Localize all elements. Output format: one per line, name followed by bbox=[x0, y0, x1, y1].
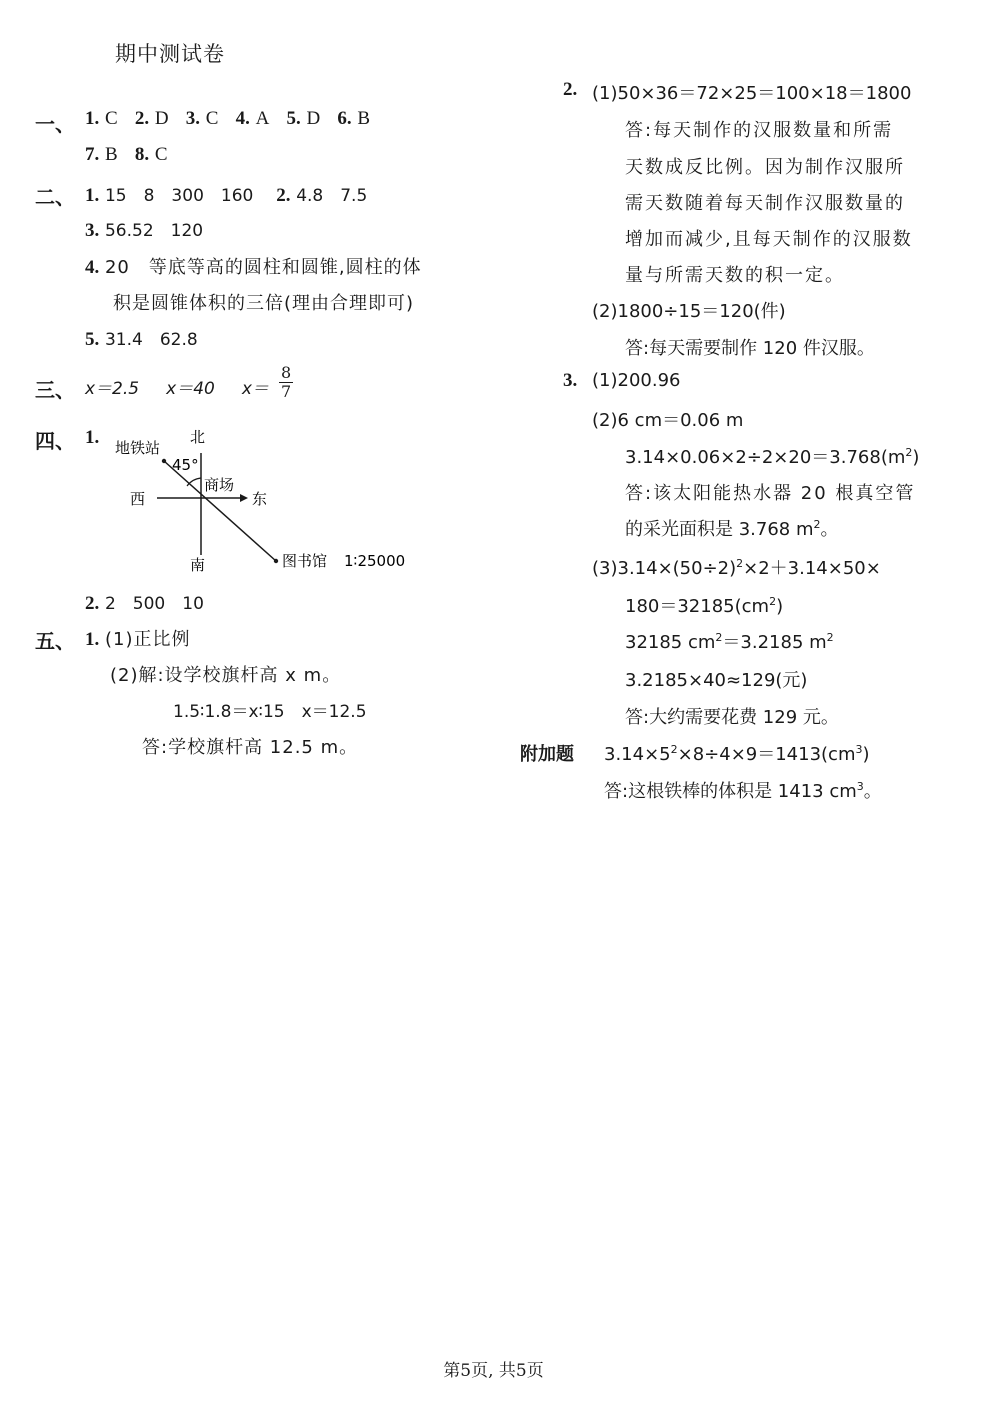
mall-label: 商场 bbox=[204, 476, 235, 494]
metro-point bbox=[162, 459, 166, 463]
section-4-label: 四、 bbox=[35, 429, 75, 453]
metro-label: 地铁站 bbox=[115, 439, 161, 457]
east-label: 东 bbox=[252, 490, 268, 508]
r3-line9: 3.2185×40≈129(元) bbox=[625, 670, 808, 691]
west-label: 西 bbox=[130, 490, 146, 508]
q-number: 1. bbox=[85, 629, 100, 650]
answer: 4.8 7.5 bbox=[296, 186, 368, 206]
r2-line7: (2)1800÷15＝120(件) bbox=[592, 301, 786, 322]
fraction-numerator: 8 bbox=[281, 363, 292, 382]
q-number: 4. bbox=[85, 257, 100, 278]
superscript: 2 bbox=[769, 595, 777, 608]
library-point bbox=[274, 559, 278, 563]
text: 。 bbox=[863, 781, 882, 802]
answer: D bbox=[154, 108, 169, 129]
q-number: 6. bbox=[337, 108, 352, 129]
angle-arc bbox=[187, 478, 201, 486]
fraction bbox=[279, 364, 293, 401]
q-number: 3. bbox=[85, 220, 100, 241]
r2-line3: 天数成反比例。因为制作汉服所 bbox=[625, 157, 905, 178]
section-5-q1 bbox=[85, 625, 190, 651]
text: ) bbox=[912, 447, 920, 468]
superscript: 2 bbox=[736, 557, 744, 570]
answer: x＝40 bbox=[166, 379, 215, 399]
r3-line8 bbox=[625, 628, 834, 654]
bonus-line1 bbox=[604, 740, 870, 766]
section-5-label: 五、 bbox=[35, 629, 75, 653]
superscript: 2 bbox=[715, 631, 723, 644]
answer: B bbox=[104, 144, 118, 165]
q-number: 8. bbox=[134, 144, 150, 165]
r2-line6: 量与所需天数的积一定。 bbox=[625, 265, 845, 286]
r2-line1: (1)50×36＝72×25＝100×18＝1800 bbox=[592, 83, 912, 104]
section-5-p4: 答:学校旗杆高 12.5 m。 bbox=[142, 737, 359, 758]
r2-line5: 增加而减少,且每天制作的汉服数 bbox=[625, 229, 913, 250]
answer: A bbox=[255, 108, 270, 129]
section-1-row1 bbox=[85, 108, 370, 130]
text: (3)3.14×(50÷2) bbox=[592, 558, 737, 579]
r3-line5 bbox=[625, 515, 839, 541]
text: 3.14×5 bbox=[604, 744, 671, 765]
r3-line3 bbox=[625, 443, 919, 469]
q-number: 3. bbox=[563, 370, 578, 391]
answer: 20 等底等高的圆柱和圆锥,圆柱的体 bbox=[104, 257, 422, 278]
superscript: 3 bbox=[856, 780, 864, 793]
superscript: 2 bbox=[813, 518, 821, 531]
text: 的采光面积是 3.768 m bbox=[625, 519, 814, 540]
text: 。 bbox=[820, 519, 839, 540]
superscript: 2 bbox=[905, 446, 913, 459]
answer: 2 500 10 bbox=[104, 594, 204, 614]
r2-line2: 答:每天制作的汉服数量和所需 bbox=[625, 120, 894, 141]
section-1-label: 一、 bbox=[35, 112, 75, 136]
superscript: 2 bbox=[826, 631, 834, 644]
section-2-q4 bbox=[85, 253, 422, 279]
text: ×2＋3.14×50× bbox=[743, 558, 881, 579]
r3-line1: (1)200.96 bbox=[592, 370, 681, 391]
q-number: 1. bbox=[85, 108, 100, 129]
answer: B bbox=[357, 108, 371, 129]
q-number: 5. bbox=[85, 329, 100, 350]
east-arrow-icon bbox=[240, 494, 248, 502]
bonus-label: 附加题 bbox=[520, 744, 574, 765]
q-number: 1. bbox=[85, 427, 100, 448]
section-2-q1-2 bbox=[85, 181, 367, 207]
text: ) bbox=[862, 744, 870, 765]
answer: C bbox=[154, 144, 168, 165]
section-2-q5 bbox=[85, 325, 198, 351]
answer: x＝2.5 bbox=[85, 379, 140, 399]
text: 32185 cm bbox=[625, 632, 716, 653]
superscript: 2 bbox=[670, 743, 678, 756]
text: ＝3.2185 m bbox=[722, 632, 827, 653]
section-5-p2: (2)解:设学校旗杆高 x m。 bbox=[110, 665, 342, 686]
section-4-q2 bbox=[85, 589, 204, 615]
q-number: 2. bbox=[276, 185, 291, 206]
answer: 15 8 300 160 bbox=[104, 186, 254, 206]
angle-label: 45° bbox=[172, 456, 199, 474]
answer: 31.4 62.8 bbox=[104, 330, 198, 350]
section-2-label: 二、 bbox=[35, 185, 75, 209]
section-3-answers bbox=[85, 374, 269, 399]
south-label: 南 bbox=[190, 556, 206, 574]
text: ) bbox=[776, 596, 784, 617]
r3-line7 bbox=[625, 592, 783, 618]
r3-line2: (2)6 cm＝0.06 m bbox=[592, 410, 744, 431]
q-number: 2. bbox=[85, 593, 100, 614]
answer: 56.52 120 bbox=[104, 221, 204, 241]
section-2-q4-cont: 积是圆锥体积的三倍(理由合理即可) bbox=[113, 293, 415, 314]
answer: (1)正比例 bbox=[104, 629, 191, 650]
r3-line6 bbox=[592, 554, 881, 580]
page-title: 期中测试卷 bbox=[115, 42, 225, 66]
q-number: 3. bbox=[185, 108, 200, 129]
library-label: 图书馆 bbox=[282, 552, 328, 570]
section-2-q3 bbox=[85, 216, 203, 242]
section-1-row2 bbox=[85, 144, 168, 166]
section-3-label: 三、 bbox=[35, 378, 75, 402]
text: 3.14×0.06×2÷2×20＝3.768(m bbox=[625, 447, 906, 468]
direction-diagram bbox=[100, 420, 440, 580]
answer: x＝ bbox=[241, 379, 269, 399]
r2-line8: 答:每天需要制作 120 件汉服。 bbox=[625, 338, 875, 359]
q-number: 7. bbox=[85, 144, 100, 165]
answer: C bbox=[104, 108, 118, 129]
answer: C bbox=[205, 108, 219, 129]
text: 180＝32185(cm bbox=[625, 596, 770, 617]
bonus-line2 bbox=[604, 777, 882, 803]
q-number: 2. bbox=[134, 108, 150, 129]
text: ×8÷4×9＝1413(cm bbox=[677, 744, 856, 765]
scale-label: 1∶25000 bbox=[344, 552, 406, 570]
q-number: 1. bbox=[85, 185, 100, 206]
r3-line4: 答:该太阳能热水器 20 根真空管 bbox=[625, 483, 916, 504]
fraction-denominator: 7 bbox=[281, 382, 292, 401]
text: 答:这根铁棒的体积是 1413 cm bbox=[604, 781, 857, 802]
r2-line4: 需天数随着每天制作汉服数量的 bbox=[625, 193, 905, 214]
q-number: 2. bbox=[563, 79, 578, 100]
q-number: 5. bbox=[286, 108, 301, 129]
q-number: 4. bbox=[235, 108, 250, 129]
answer: D bbox=[306, 108, 321, 129]
superscript: 3 bbox=[855, 743, 863, 756]
r3-line10: 答:大约需要花费 129 元。 bbox=[625, 707, 839, 728]
section-5-p3: 1.5∶1.8＝x∶15 x＝12.5 bbox=[173, 702, 367, 722]
page-footer: 第5页, 共5页 bbox=[443, 1361, 544, 1381]
north-label: 北 bbox=[190, 428, 206, 446]
